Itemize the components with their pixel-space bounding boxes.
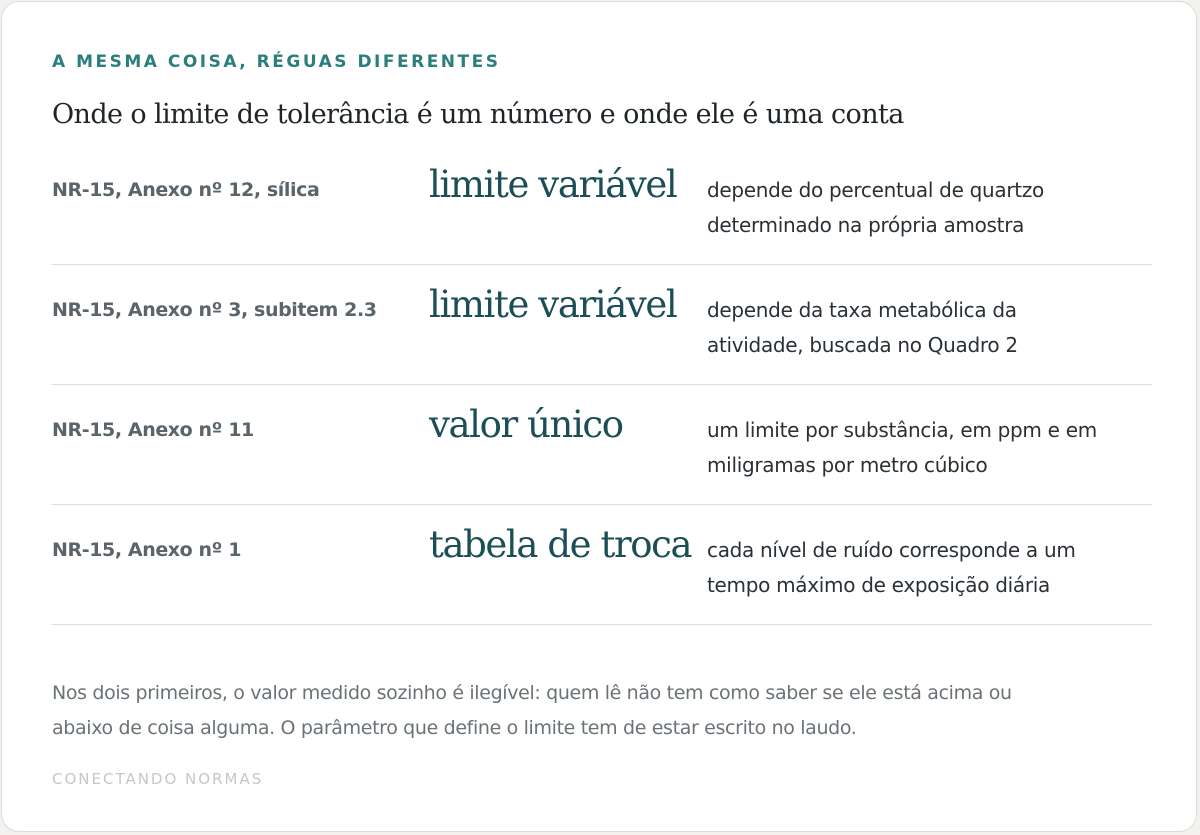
eyebrow: A MESMA COISA, RÉGUAS DIFERENTES [52,52,501,72]
footnote-line: Nos dois primeiros, o valor medido sozinho é ilegível: quem lê não tem como saber se ele está acima ou [52,682,1012,704]
row-description-line: depende da taxa metabólica da [707,298,1017,322]
row-description-line: tempo máximo de exposição diária [707,573,1050,597]
row-label: NR-15, Anexo nº 1 [52,539,242,561]
row-label: NR-15, Anexo nº 12, sílica [52,179,320,201]
list-item [52,505,1152,625]
card [1,1,1197,832]
list-item [52,385,1152,505]
row-label: NR-15, Anexo nº 11 [52,419,254,441]
row-description-line: determinado na própria amostra [707,213,1025,237]
footnote [52,676,1152,746]
row-description [707,533,1157,603]
row-value: limite variável [429,163,677,206]
footnote-line: abaixo de coisa alguma. O parâmetro que define o limite tem de estar escrito no laudo. [52,717,857,739]
row-value: valor único [429,403,623,446]
row-value: tabela de troca [429,523,692,566]
list-item [52,145,1152,265]
row-value: limite variável [429,283,677,326]
row-description-line: miligramas por metro cúbico [707,453,988,477]
row-description-line: um limite por substância, em ppm e em [707,418,1097,442]
list-item [52,265,1152,385]
row-description [707,293,1157,363]
row-label: NR-15, Anexo nº 3, subitem 2.3 [52,299,377,321]
row-description-line: depende do percentual de quartzo [707,178,1044,202]
row-description-line: atividade, buscada no Quadro 2 [707,333,1018,357]
row-description [707,173,1157,243]
footer-brand: CONECTANDO NORMAS [52,770,264,788]
row-description [707,413,1157,483]
page-title: Onde o limite de tolerância é um número e onde ele é uma conta [52,99,904,130]
comparison-list [52,145,1152,625]
row-description-line: cada nível de ruído corresponde a um [707,538,1076,562]
